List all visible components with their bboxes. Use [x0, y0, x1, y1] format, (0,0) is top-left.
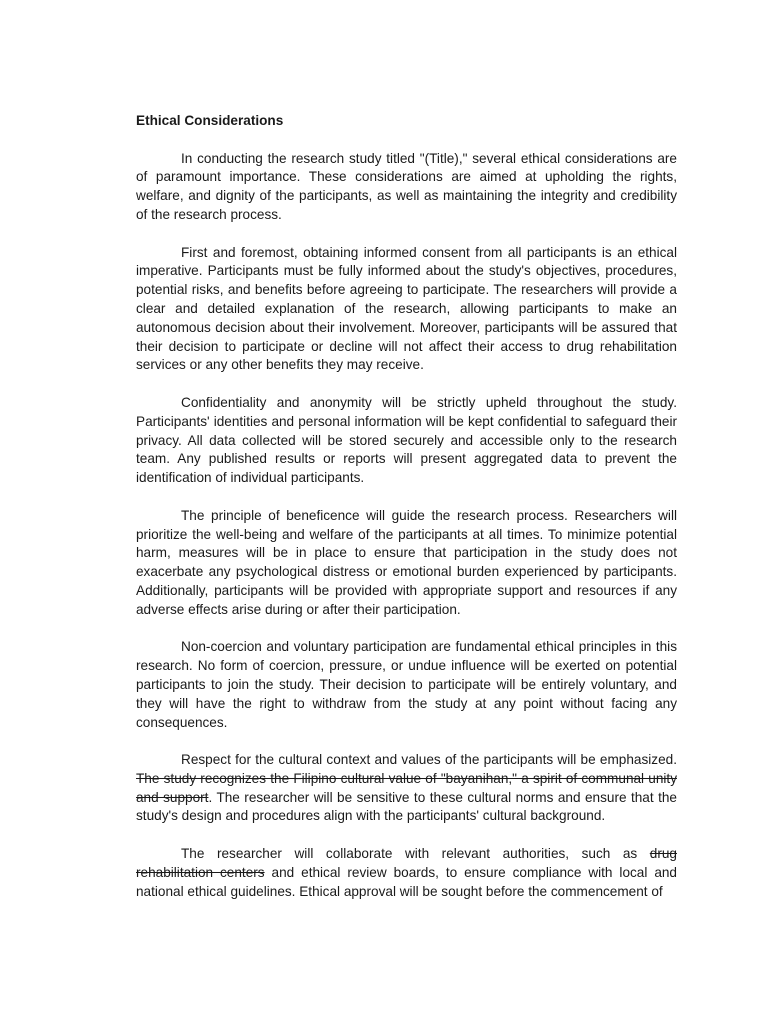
struck-text: drug rehabilitation centers	[136, 846, 677, 880]
text-run: and ethical review boards, to ensure compliance with local and national ethical guidelines. Ethical approval will be sought before the commencement of	[136, 864, 677, 899]
paragraph-confidentiality: Confidentiality and anonymity will be strictly upheld throughout the study. Participants' identities and personal information will be kept confidential to safeguard their privacy. All data collected will be stored securely and accessible only to the research team. Any published results or reports will present aggregated data to prevent the identification of individual participants.	[136, 394, 677, 486]
paragraph-informed-consent: First and foremost, obtaining informed consent from all participants is an ethical imperative. Participants must be fully informed about the study's objectives, procedures, potential risks, and benefits before agreeing to participate. The researchers will provide a clear and detailed explanation of the research, allowing participants to make an autonomous decision about their involvement. Moreover, participants will be assured that their decision to participate or decline will not affect their access to drug rehabilitation services or any other benefits they may receive.	[136, 244, 677, 373]
section-heading: Ethical Considerations	[136, 113, 284, 128]
paragraph-beneficence: The principle of beneficence will guide the research process. Researchers will prioritize the well-being and welfare of the participants at all times. To minimize potential harm, measures will be in place to ensure that participation in the study does not exacerbate any psychological distress or emotional burden experienced by participants. Additionally, participants will be provided with appropriate support and resources if any adverse effects arise during or after their participation.	[136, 507, 677, 617]
document-body	[136, 112, 677, 901]
paragraph-non-coercion: Non-coercion and voluntary participation are fundamental ethical principles in this research. No form of coercion, pressure, or undue influence will be exerted on potential participants to join the study. Their decision to participate will be entirely voluntary, and they will have the right to withdraw from the study at any point without facing any consequences.	[136, 639, 677, 730]
paragraph-collaboration	[136, 845, 677, 901]
text-run: The researcher will collaborate with relevant authorities, such as	[181, 846, 650, 862]
paragraph-cultural-context	[136, 751, 677, 826]
struck-text: The study recognizes the Filipino cultural value of "bayanihan," a spirit of communal unity and support	[136, 770, 677, 805]
paragraph-intro: In conducting the research study titled "(Title)," several ethical considerations are of paramount importance. These considerations are aimed at upholding the rights, welfare, and dignity of the participants, as well as maintaining the integrity and credibility of the research process.	[136, 150, 677, 222]
text-run: . The researcher will be sensitive to these cultural norms and ensure that the study's design and procedures align with the participants' cultural background.	[136, 789, 677, 824]
text-run: Respect for the cultural context and values of the participants will be emphasized.	[181, 752, 677, 768]
